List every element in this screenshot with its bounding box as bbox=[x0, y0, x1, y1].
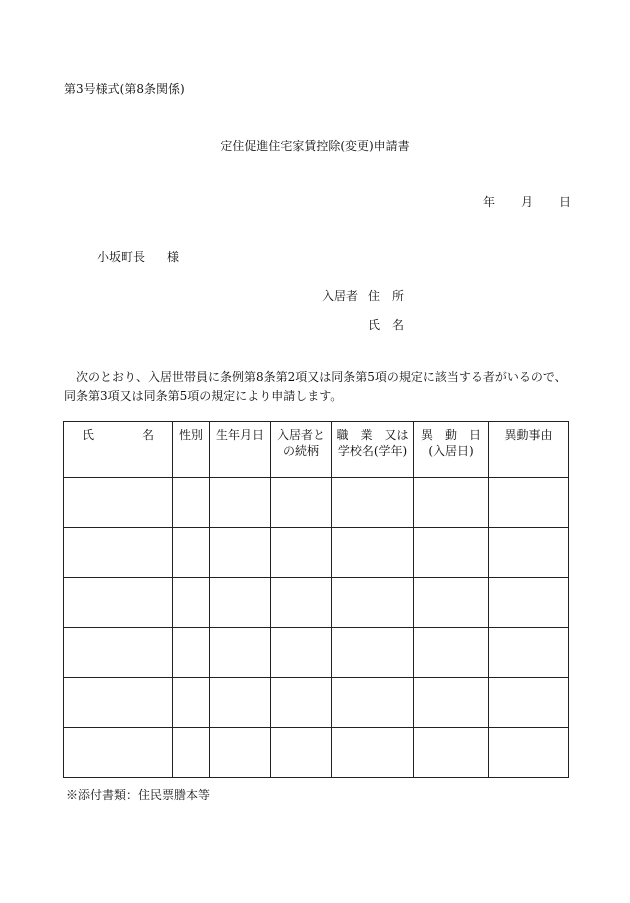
addressee bbox=[97, 248, 179, 265]
date-month: 月 bbox=[521, 195, 534, 209]
cell-sex[interactable] bbox=[173, 578, 210, 628]
cell-sex[interactable] bbox=[173, 628, 210, 678]
cell-occupation[interactable] bbox=[332, 478, 414, 528]
header-change-reason: 異動事由 bbox=[489, 422, 569, 478]
cell-name[interactable] bbox=[64, 478, 173, 528]
cell-change-date[interactable] bbox=[414, 578, 489, 628]
header-sex: 性別 bbox=[173, 422, 210, 478]
form-number: 第3号様式(第8条関係) bbox=[64, 82, 185, 96]
cell-name[interactable] bbox=[64, 728, 173, 778]
cell-sex[interactable] bbox=[173, 678, 210, 728]
cell-birthdate[interactable] bbox=[210, 628, 271, 678]
household-table bbox=[63, 421, 568, 778]
cell-occupation[interactable] bbox=[332, 628, 414, 678]
document-title: 定住促進住宅家賃控除(変更)申請書 bbox=[220, 139, 410, 153]
body-text: 次のとおり、入居世帯員に条例第8条第2項又は同条第5項の規定に該当する者がいるので、同条第3項又は同条第5項の規定により申請します。 bbox=[64, 370, 567, 403]
cell-occupation[interactable] bbox=[332, 728, 414, 778]
cell-relationship[interactable] bbox=[271, 678, 332, 728]
applicant-address-line bbox=[322, 287, 404, 304]
cell-birthdate[interactable] bbox=[210, 678, 271, 728]
addressee-name: 小坂町長 bbox=[97, 250, 146, 264]
applicant-name-label: 氏 名 bbox=[368, 318, 405, 332]
cell-relationship[interactable] bbox=[271, 728, 332, 778]
cell-sex[interactable] bbox=[173, 528, 210, 578]
cell-name[interactable] bbox=[64, 678, 173, 728]
cell-change-date[interactable] bbox=[414, 678, 489, 728]
cell-relationship[interactable] bbox=[271, 478, 332, 528]
header-birthdate: 生年月日 bbox=[210, 422, 271, 478]
cell-relationship[interactable] bbox=[271, 528, 332, 578]
cell-change-reason[interactable] bbox=[489, 678, 569, 728]
cell-occupation[interactable] bbox=[332, 528, 414, 578]
cell-change-reason[interactable] bbox=[489, 628, 569, 678]
cell-birthdate[interactable] bbox=[210, 578, 271, 628]
cell-change-reason[interactable] bbox=[489, 478, 569, 528]
table-header-row bbox=[64, 422, 569, 478]
cell-name[interactable] bbox=[64, 528, 173, 578]
addressee-honorific: 様 bbox=[167, 250, 180, 264]
cell-birthdate[interactable] bbox=[210, 728, 271, 778]
cell-sex[interactable] bbox=[173, 728, 210, 778]
cell-sex[interactable] bbox=[173, 478, 210, 528]
header-name: 氏 名 bbox=[64, 422, 173, 478]
cell-birthdate[interactable] bbox=[210, 528, 271, 578]
applicant-name-line bbox=[368, 316, 404, 333]
table-row bbox=[64, 628, 569, 678]
header-change-date: 異 動 日 (入居日) bbox=[414, 422, 489, 478]
cell-name[interactable] bbox=[64, 628, 173, 678]
applicant-address-label: 住 所 bbox=[368, 289, 405, 303]
cell-birthdate[interactable] bbox=[210, 478, 271, 528]
cell-occupation[interactable] bbox=[332, 678, 414, 728]
cell-change-reason[interactable] bbox=[489, 728, 569, 778]
cell-change-reason[interactable] bbox=[489, 578, 569, 628]
header-occupation: 職 業 又は 学校名(学年) bbox=[332, 422, 414, 478]
cell-change-date[interactable] bbox=[414, 528, 489, 578]
date-line bbox=[483, 193, 571, 210]
date-year: 年 bbox=[483, 195, 496, 209]
table-row bbox=[64, 528, 569, 578]
cell-name[interactable] bbox=[64, 578, 173, 628]
table-row bbox=[64, 678, 569, 728]
applicant-role: 入居者 bbox=[322, 289, 359, 303]
table-row bbox=[64, 578, 569, 628]
table-row bbox=[64, 728, 569, 778]
cell-change-reason[interactable] bbox=[489, 528, 569, 578]
cell-change-date[interactable] bbox=[414, 728, 489, 778]
cell-change-date[interactable] bbox=[414, 478, 489, 528]
cell-relationship[interactable] bbox=[271, 628, 332, 678]
attachment-note: ※添付書類：住民票謄本等 bbox=[66, 788, 211, 802]
table-row bbox=[64, 478, 569, 528]
header-relationship: 入居者と の続柄 bbox=[271, 422, 332, 478]
cell-occupation[interactable] bbox=[332, 578, 414, 628]
date-day: 日 bbox=[559, 195, 572, 209]
cell-relationship[interactable] bbox=[271, 578, 332, 628]
cell-change-date[interactable] bbox=[414, 628, 489, 678]
